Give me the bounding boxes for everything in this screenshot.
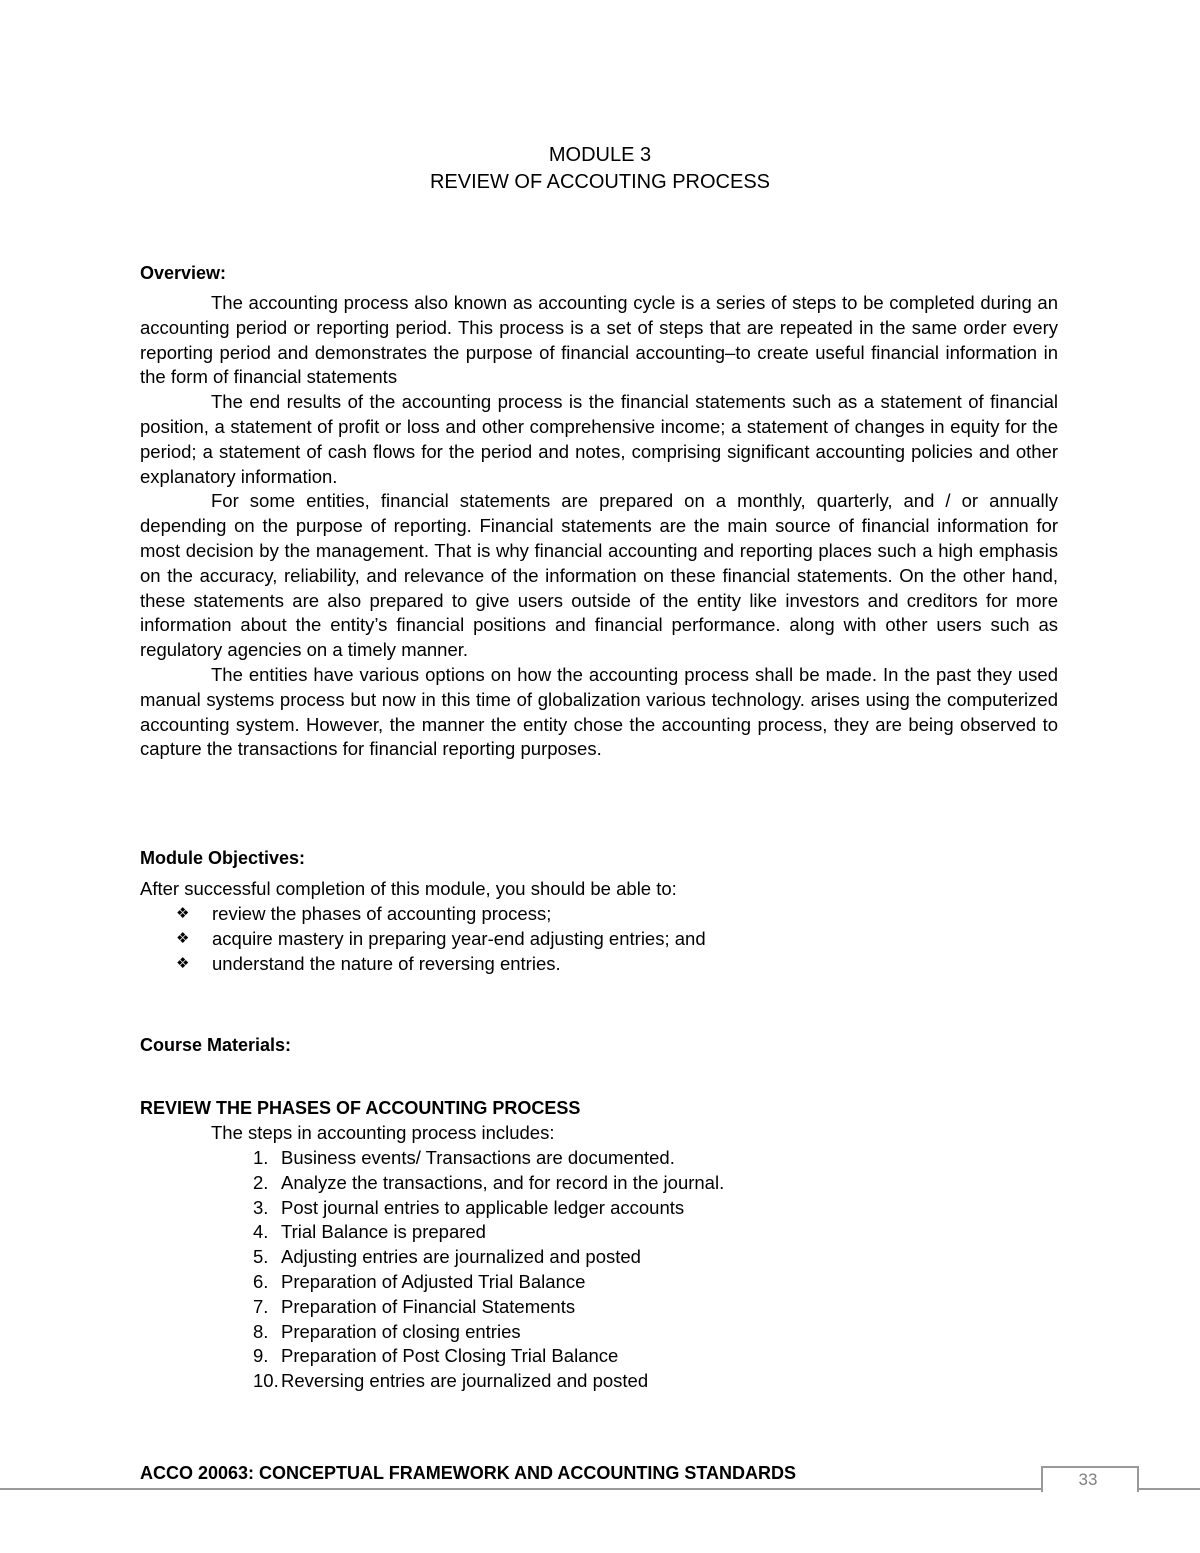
page-number: 33 xyxy=(1078,1470,1098,1489)
list-item xyxy=(253,1196,724,1221)
list-item xyxy=(253,1344,724,1369)
step-text: Reversing entries are journalized and posted xyxy=(281,1370,649,1392)
diamond-bullet-icon: ❖ xyxy=(176,954,190,972)
footer-course-title: ACCO 20063: CONCEPTUAL FRAMEWORK AND ACCOUNTING STANDARDS xyxy=(140,1463,797,1483)
step-number: 4. xyxy=(253,1221,269,1243)
step-number: 7. xyxy=(253,1295,269,1317)
list-item xyxy=(253,1245,724,1270)
step-text: Preparation of Adjusted Trial Balance xyxy=(281,1270,586,1292)
step-text: Preparation of Financial Statements xyxy=(281,1295,576,1317)
objectives-heading: Module Objectives: xyxy=(140,848,306,868)
overview-body xyxy=(140,291,1058,762)
module-number: MODULE 3 xyxy=(548,144,652,166)
diamond-bullet-icon: ❖ xyxy=(176,905,190,922)
phases-steps-list xyxy=(253,1146,724,1394)
list-item xyxy=(253,1146,724,1171)
objective-text: acquire mastery in preparing year-end adjusting entries; and xyxy=(212,927,706,949)
module-title: REVIEW OF ACCOUTING PROCESS xyxy=(429,171,771,193)
step-text: Post journal entries to applicable ledger accounts xyxy=(281,1196,685,1218)
objective-item xyxy=(176,952,706,977)
objectives-intro: After successful completion of this module, you should be able to: xyxy=(140,878,677,899)
materials-heading: Course Materials: xyxy=(140,1035,292,1055)
overview-paragraph-1: The accounting process also known as accounting cycle is a series of steps to be completed during an accounting period or reporting period. This process is a set of steps that are repeated in the same order every reporting period and demonstrates the purpose of financial accounting–to create useful financial information in the form of financial statements xyxy=(140,292,1058,388)
step-number: 9. xyxy=(253,1345,269,1367)
overview-paragraph-3: For some entities, financial statements are prepared on a monthly, quarterly, and / or annually depending on the purpose of reporting. Financial statements are the main source of financial information for most decision by the management. That is why financial accounting and reporting places such a high emphasis on the accuracy, reliability, and relevance of the information on these financial statements. On the other hand, these statements are also prepared to give users outside of the entity like investors and creditors for more information about the entity’s financial positions and financial performance. along with other users such as regulatory agencies on a timely manner. xyxy=(140,490,1058,661)
list-item xyxy=(253,1220,724,1245)
step-text: Preparation of closing entries xyxy=(281,1320,521,1342)
phases-heading: REVIEW THE PHASES OF ACCOUNTING PROCESS xyxy=(140,1098,581,1118)
list-item xyxy=(253,1369,724,1394)
step-text: Analyze the transactions, and for record in the journal. xyxy=(281,1171,725,1193)
step-number: 1. xyxy=(253,1147,269,1168)
step-text: Preparation of Post Closing Trial Balance xyxy=(281,1345,619,1367)
objective-item xyxy=(176,902,706,927)
overview-heading: Overview: xyxy=(140,263,227,283)
step-number: 5. xyxy=(253,1246,269,1268)
step-number: 10. xyxy=(253,1370,279,1392)
objective-text: review the phases of accounting process; xyxy=(212,903,552,924)
step-number: 6. xyxy=(253,1270,269,1292)
phases-intro: The steps in accounting process includes: xyxy=(211,1122,555,1143)
objectives-list xyxy=(176,902,706,976)
overview-paragraph-4: The entities have various options on how the accounting process shall be made. In the past they used manual systems process but now in this time of globalization various technology. arises using the computerized accounting system. However, the manner the entity chose the accounting process, they are being observed to capture the transactions for financial reporting purposes. xyxy=(140,663,1058,760)
diamond-bullet-icon: ❖ xyxy=(176,929,190,947)
step-number: 8. xyxy=(253,1320,269,1342)
step-number: 3. xyxy=(253,1196,269,1218)
list-item xyxy=(253,1320,724,1345)
step-text: Trial Balance is prepared xyxy=(281,1221,486,1243)
list-item xyxy=(253,1171,724,1196)
objective-text: understand the nature of reversing entries. xyxy=(212,952,561,974)
step-text: Adjusting entries are journalized and posted xyxy=(281,1246,641,1268)
overview-paragraph-2: The end results of the accounting process is the financial statements such as a statement of financial position, a statement of profit or loss and other comprehensive income; a statement of changes in equity for the period; a statement of cash flows for the period and notes, comprising significant accounting policies and other explanatory information. xyxy=(140,391,1058,487)
footer-divider-right xyxy=(1137,1488,1200,1490)
list-item xyxy=(253,1270,724,1295)
list-item xyxy=(253,1295,724,1320)
footer-divider xyxy=(0,1488,1041,1490)
step-text: Business events/ Transactions are documented. xyxy=(281,1147,675,1168)
objective-item xyxy=(176,927,706,952)
step-number: 2. xyxy=(253,1171,269,1193)
